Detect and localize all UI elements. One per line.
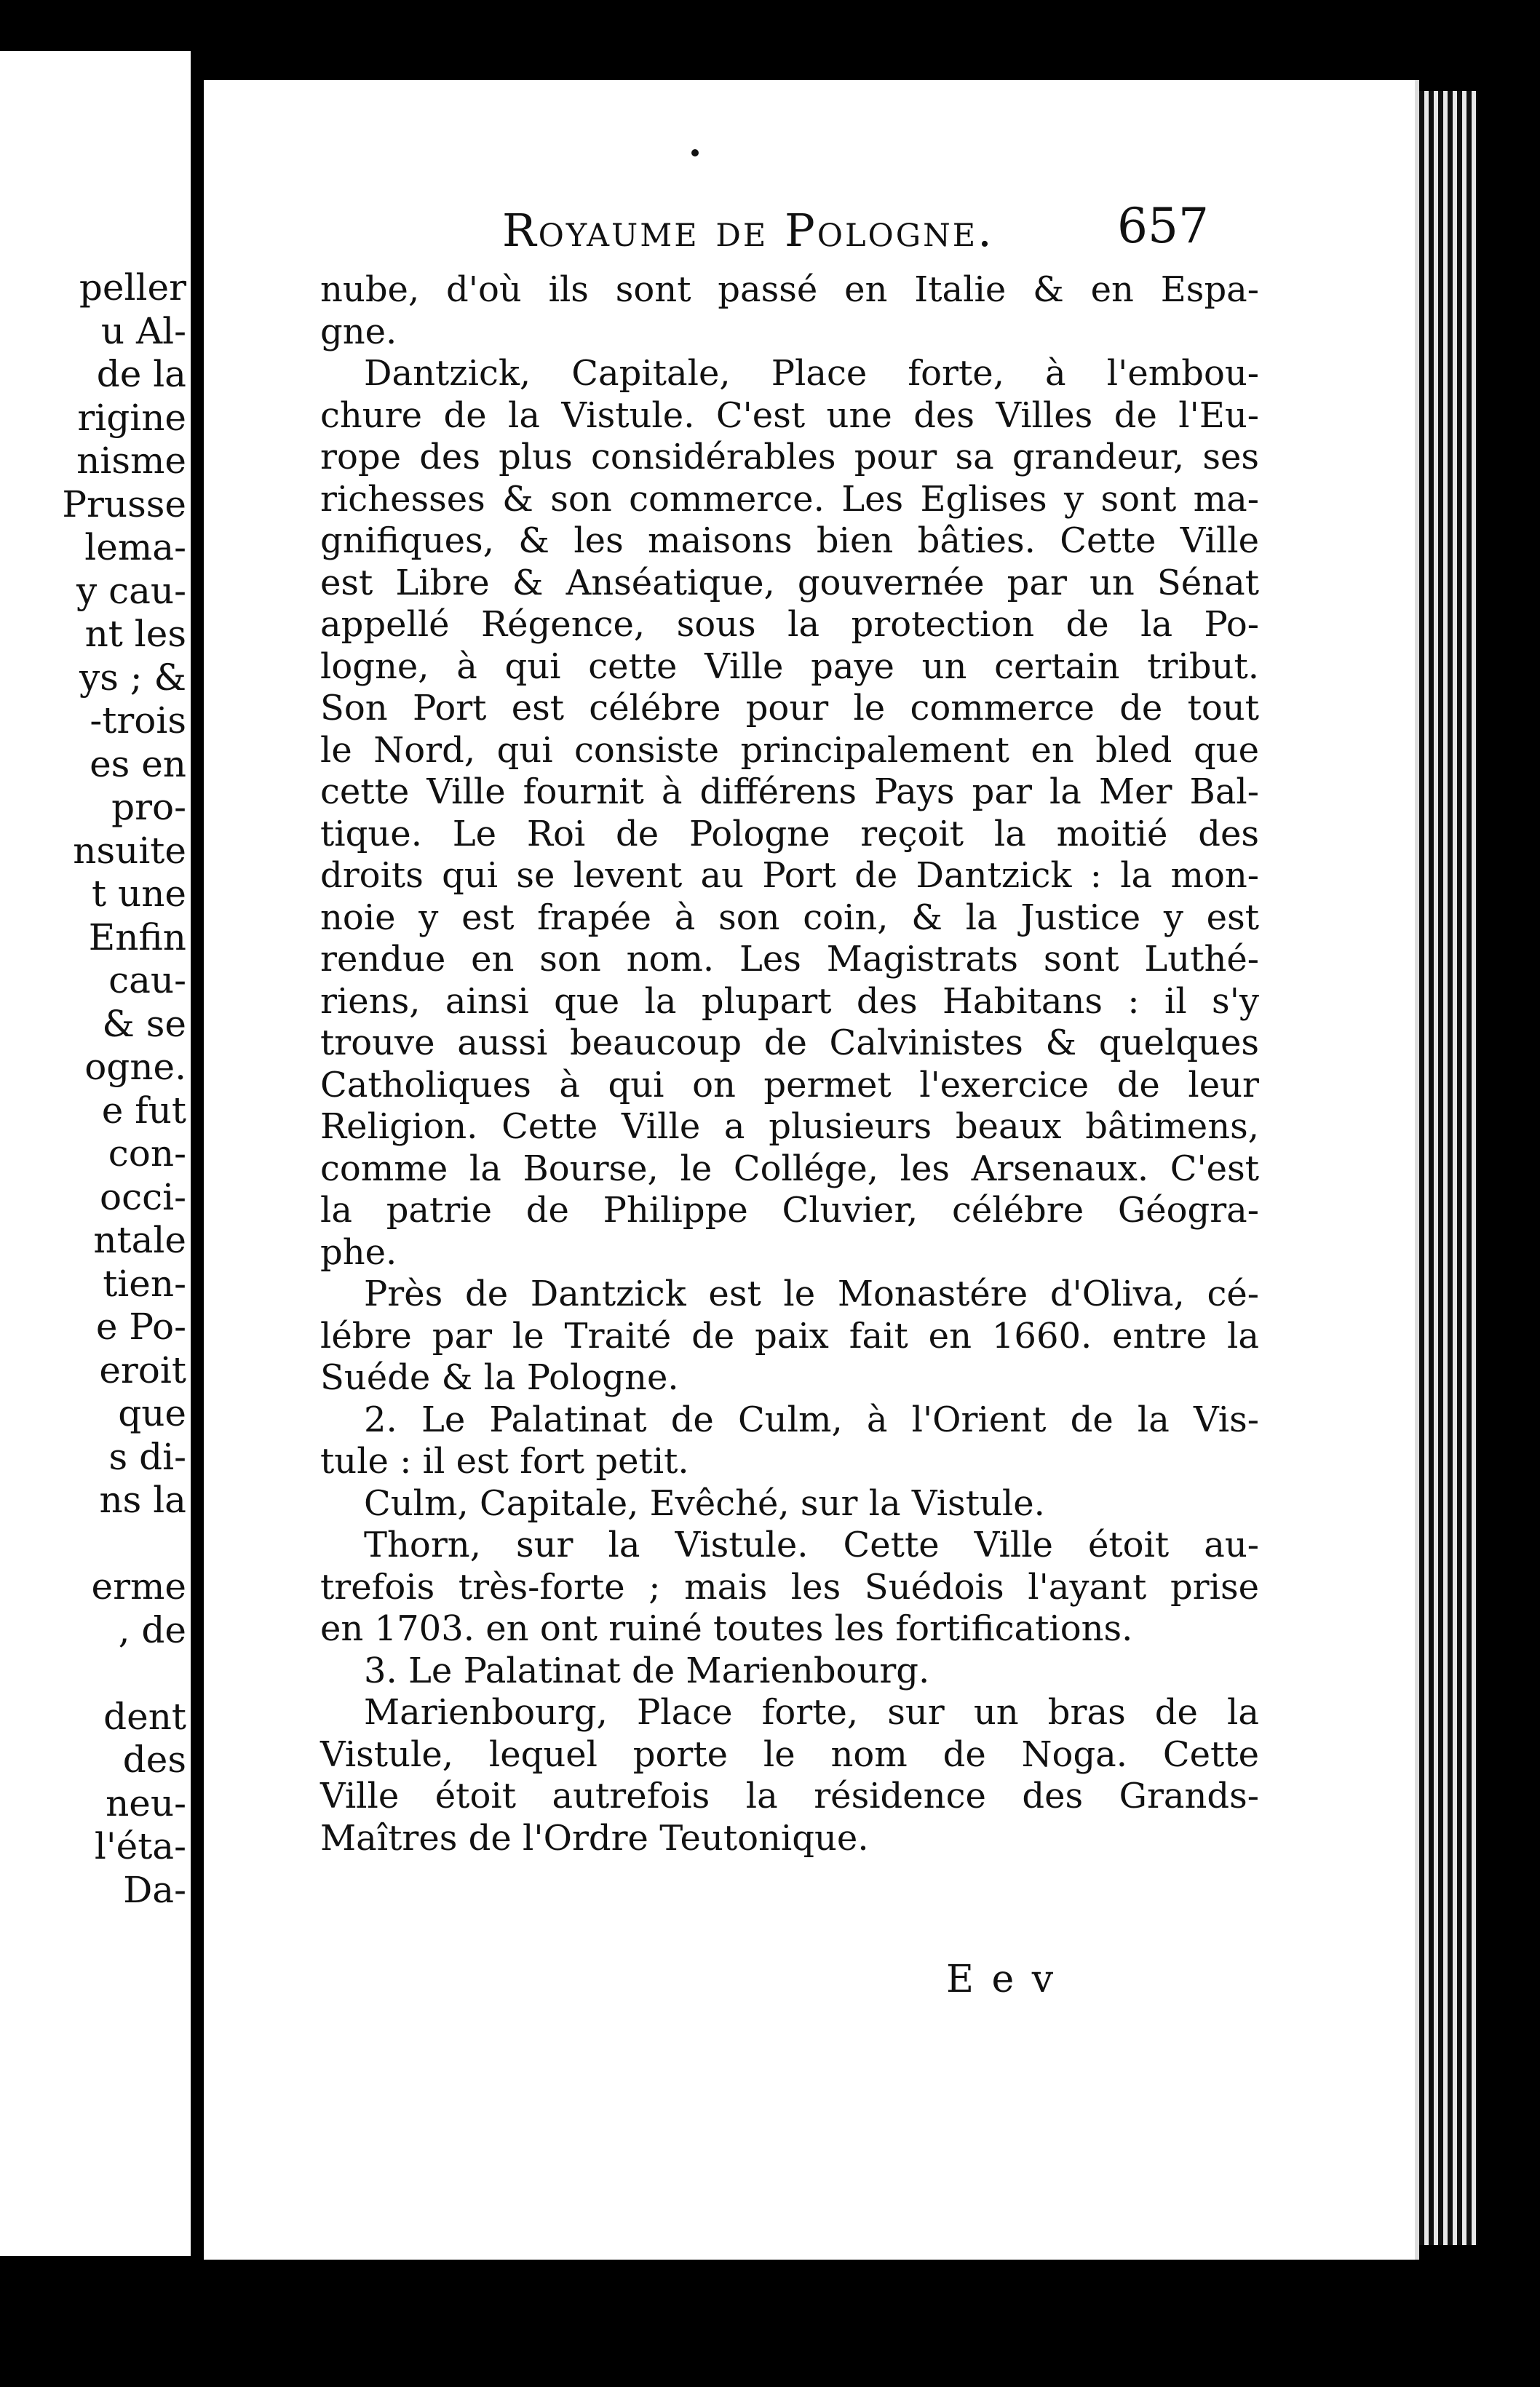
facing-page-line: cau-	[108, 959, 186, 1001]
text-line: Ville étoit autrefois la résidence des Grands-	[320, 1776, 1259, 1816]
text-line: noie y est frapée à son coin, & la Justice y est	[320, 897, 1259, 938]
text-line: rope des plus considérables pour sa grandeur, ses	[320, 437, 1259, 477]
text-line: Près de Dantzick est le Monastére d'Oliva, cé-	[364, 1274, 1259, 1314]
text-line: trouve aussi beaucoup de Calvinistes & quelques	[320, 1022, 1259, 1063]
text-line: gnifiques, & les maisons bien bâties. Cette Ville	[320, 520, 1259, 561]
ink-dot	[691, 149, 699, 156]
text-line: nube, d'où ils sont passé en Italie & en Espa-	[320, 269, 1259, 310]
facing-page-line: de la	[96, 353, 186, 395]
facing-page-line: nsuite	[73, 829, 186, 872]
facing-page	[0, 51, 191, 2256]
facing-page-line: peller	[79, 266, 186, 309]
text-line: en 1703. en ont ruiné toutes les fortifications.	[320, 1608, 1133, 1649]
facing-page-line: u Al-	[100, 309, 186, 352]
facing-page-line: ogne.	[84, 1046, 186, 1088]
text-line: chure de la Vistule. C'est une des Villes de l'Eu-	[320, 394, 1259, 436]
facing-page-line: nt les	[84, 613, 186, 655]
catchword: E e v	[946, 1958, 1057, 2001]
text-line: Son Port est célébre pour le commerce de tout	[320, 688, 1259, 728]
text-line: Catholiques à qui on permet l'exercice de leur	[320, 1064, 1259, 1105]
text-line: tule : il est fort petit.	[320, 1441, 689, 1482]
facing-page-line: tien-	[103, 1262, 186, 1305]
text-line: Suéde & la Pologne.	[320, 1357, 679, 1398]
text-line: Vistule, lequel porte le nom de Noga. Cette	[320, 1733, 1259, 1775]
facing-page-line: & se	[102, 1002, 186, 1045]
text-line: logne, à qui cette Ville paye un certain tribut.	[320, 646, 1259, 687]
facing-page-line: es en	[90, 742, 186, 785]
facing-page-line: rigine	[77, 396, 186, 439]
facing-page-line: , de	[118, 1608, 186, 1651]
text-line: Thorn, sur la Vistule. Cette Ville étoit au-	[364, 1525, 1259, 1565]
facing-page-line: des	[122, 1739, 186, 1781]
text-line: Marienbourg, Place forte, sur un bras de la	[364, 1692, 1259, 1733]
facing-page-line: erme	[91, 1565, 186, 1608]
text-line: tique. Le Roi de Pologne reçoit la moitié des	[320, 813, 1259, 854]
text-line: droits qui se levent au Port de Dantzick : la mon-	[320, 855, 1259, 896]
facing-page-line: ns la	[99, 1479, 186, 1521]
running-head: Royaume de Pologne.	[502, 204, 994, 257]
facing-page-line: neu-	[106, 1782, 186, 1824]
facing-page-line: Enfin	[88, 916, 186, 958]
facing-page-line: e fut	[101, 1089, 186, 1132]
text-line: gne.	[320, 311, 397, 352]
page-number: 657	[1117, 198, 1209, 254]
text-line: comme la Bourse, le Collége, les Arsenaux. C'est	[320, 1148, 1259, 1189]
facing-page-line: dent	[103, 1695, 186, 1738]
text-line: Religion. Cette Ville a plusieurs beaux bâtimens,	[320, 1106, 1259, 1147]
facing-page-line: con-	[108, 1132, 186, 1175]
facing-page-line: ys ; &	[79, 656, 186, 699]
text-line: est Libre & Anséatique, gouvernée par un Sénat	[320, 562, 1259, 603]
facing-page-line: nisme	[76, 440, 186, 482]
facing-page-line: eroit	[99, 1349, 186, 1391]
facing-page-line: e Po-	[95, 1306, 186, 1348]
facing-page-line: t une	[92, 873, 186, 915]
page-edges	[1419, 91, 1477, 2245]
text-line: phe.	[320, 1231, 397, 1273]
facing-page-line: s di-	[108, 1435, 186, 1478]
text-line: riens, ainsi que la plupart des Habitans : il s'y	[320, 980, 1259, 1022]
facing-page-line: Da-	[123, 1868, 186, 1911]
facing-page-line: Prusse	[62, 482, 186, 525]
body-text	[320, 269, 1259, 1859]
text-line: lébre par le Traité de paix fait en 1660. entre la	[320, 1315, 1259, 1357]
facing-page-line: ntale	[93, 1219, 186, 1261]
text-line: le Nord, qui consiste principalement en bled que	[320, 729, 1259, 771]
text-line: trefois très-forte ; mais les Suédois l'ayant prise	[320, 1566, 1259, 1608]
facing-page-line: y cau-	[76, 569, 186, 612]
text-line: 2. Le Palatinat de Culm, à l'Orient de la Vis-	[364, 1399, 1259, 1440]
text-line: cette Ville fournit à différens Pays par la Mer Bal-	[320, 771, 1259, 812]
text-line: la patrie de Philippe Cluvier, célébre Géogra-	[320, 1190, 1259, 1231]
facing-page-line: l'éta-	[94, 1825, 186, 1867]
facing-page-line: -trois	[90, 699, 186, 742]
text-line: Dantzick, Capitale, Place forte, à l'embou-	[364, 353, 1259, 394]
facing-page-line: pro-	[111, 786, 186, 828]
text-line: Culm, Capitale, Evêché, sur la Vistule.	[364, 1482, 1045, 1524]
text-line: richesses & son commerce. Les Eglises y sont ma-	[320, 478, 1259, 520]
facing-page-line: occi-	[100, 1175, 186, 1218]
text-line: appellé Régence, sous la protection de la Po-	[320, 604, 1259, 645]
text-line: Maîtres de l'Ordre Teutonique.	[320, 1817, 869, 1859]
text-line: rendue en son nom. Les Magistrats sont Luthé-	[320, 939, 1259, 980]
facing-page-line: que	[118, 1392, 186, 1434]
text-line: 3. Le Palatinat de Marienbourg.	[364, 1650, 930, 1691]
facing-page-line: lema-	[84, 526, 186, 568]
